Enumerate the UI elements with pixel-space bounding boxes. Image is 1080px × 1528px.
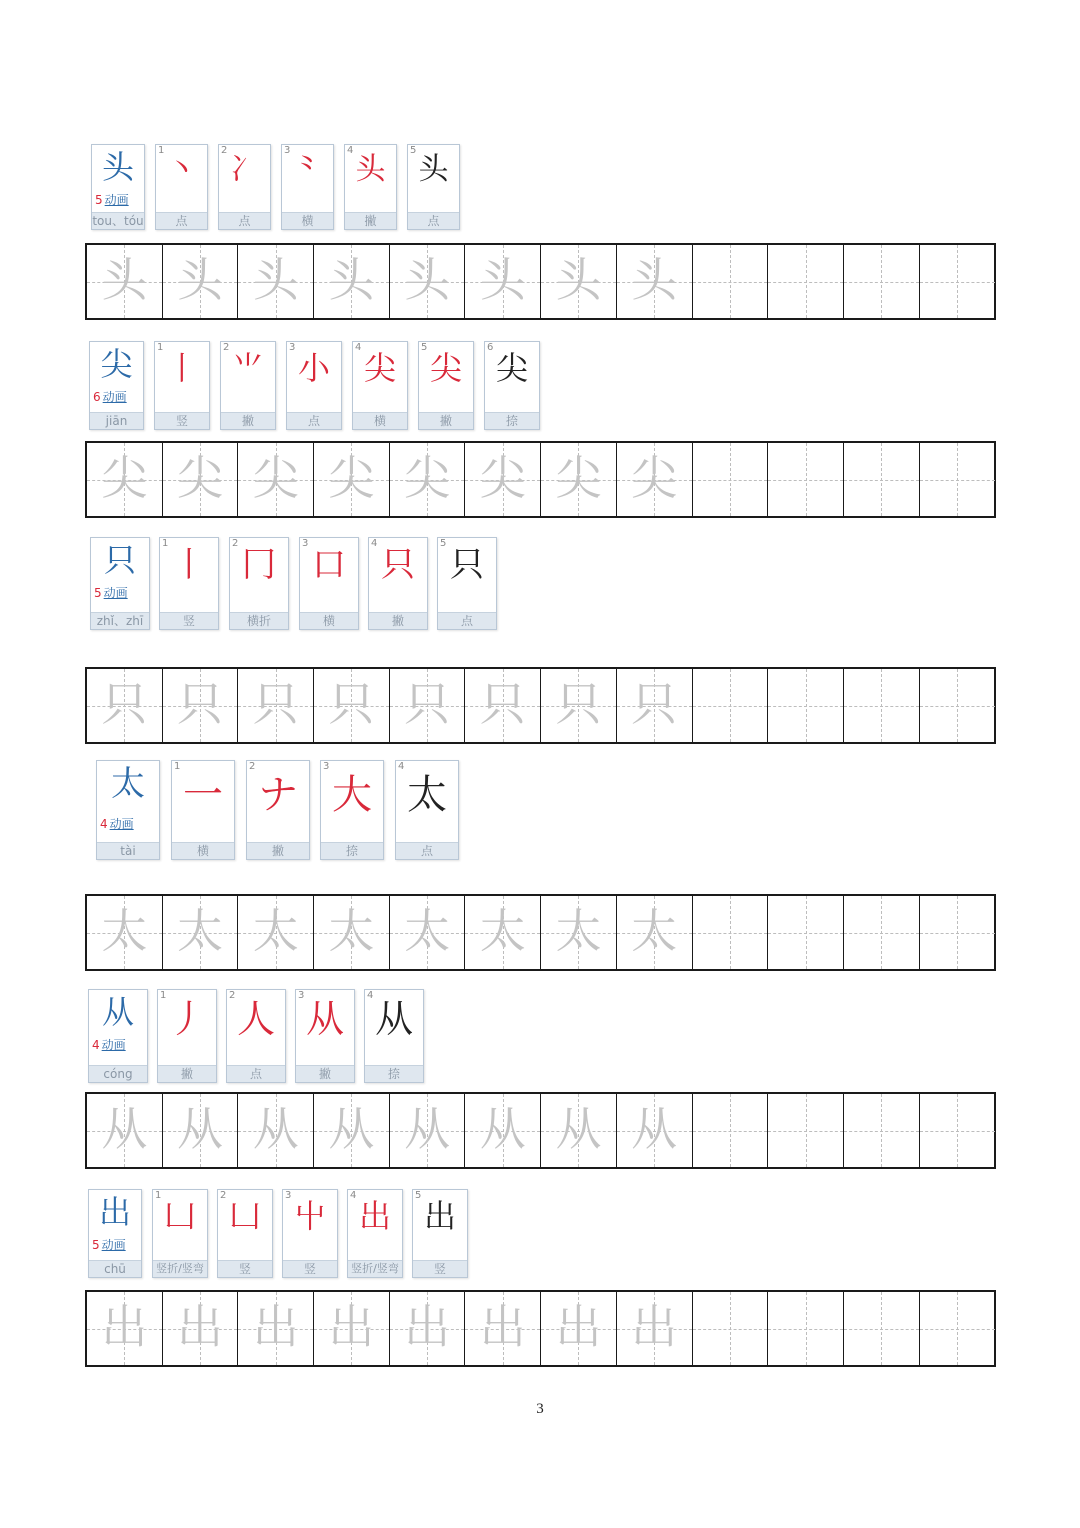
practice-grid-3 xyxy=(85,667,996,744)
main-character: 出 xyxy=(98,1193,131,1231)
practice-cell[interactable] xyxy=(87,443,163,516)
trace-character: 尖 xyxy=(101,451,148,505)
stroke-count xyxy=(94,584,128,601)
trace-character: 从 xyxy=(177,1102,224,1156)
stroke-step-glyph: 凵 xyxy=(228,1197,261,1235)
practice-cell[interactable] xyxy=(617,1292,693,1365)
practice-cell[interactable] xyxy=(617,1094,693,1167)
stroke-count xyxy=(95,191,129,208)
trace-character: 尖 xyxy=(479,451,526,505)
stroke-step-glyph: 冂 xyxy=(242,545,276,585)
trace-character: 只 xyxy=(555,677,602,731)
practice-cell[interactable] xyxy=(163,896,239,969)
practice-cell[interactable] xyxy=(238,1094,314,1167)
animation-link[interactable]: 动画 xyxy=(101,1238,126,1252)
stroke-step-glyph: 屮 xyxy=(293,1197,326,1235)
trace-character: 头 xyxy=(177,253,224,307)
trace-character: 只 xyxy=(177,677,224,731)
stroke-step-card xyxy=(286,341,342,430)
practice-cell[interactable] xyxy=(541,443,617,516)
trace-character: 从 xyxy=(252,1102,299,1156)
stroke-step-name: 横 xyxy=(282,212,333,229)
stroke-step-card xyxy=(282,1189,338,1278)
stroke-step-card xyxy=(352,341,408,430)
stroke-step-number: 3 xyxy=(298,990,305,1001)
stroke-step-card xyxy=(154,341,210,430)
practice-cell[interactable] xyxy=(920,245,996,318)
trace-character: 出 xyxy=(631,1300,678,1354)
stroke-step-card xyxy=(159,537,219,630)
stroke-step-number: 2 xyxy=(232,538,239,549)
stroke-step-glyph: ⺀ xyxy=(292,152,323,187)
stroke-count-number: 4 xyxy=(100,817,108,831)
animation-link[interactable]: 动画 xyxy=(102,390,127,404)
practice-cell[interactable] xyxy=(314,443,390,516)
practice-grid-5 xyxy=(85,1092,996,1169)
trace-character: 从 xyxy=(555,1102,602,1156)
trace-character: 从 xyxy=(328,1102,375,1156)
trace-character: 太 xyxy=(404,904,451,958)
practice-cell[interactable] xyxy=(314,896,390,969)
trace-character: 出 xyxy=(555,1300,602,1354)
animation-link[interactable]: 动画 xyxy=(103,586,128,600)
stroke-step-card xyxy=(407,144,460,230)
trace-character: 只 xyxy=(252,677,299,731)
practice-cell[interactable] xyxy=(314,1292,390,1365)
trace-character: 太 xyxy=(555,904,602,958)
practice-cell[interactable] xyxy=(465,669,541,742)
stroke-step-number: 3 xyxy=(289,342,296,353)
practice-cell[interactable] xyxy=(844,245,920,318)
stroke-step-card xyxy=(412,1189,468,1278)
stroke-step-name: 捺 xyxy=(485,412,539,429)
stroke-step-card xyxy=(218,144,271,230)
trace-character: 头 xyxy=(252,253,299,307)
practice-cell[interactable] xyxy=(920,443,996,516)
trace-character: 头 xyxy=(404,253,451,307)
stroke-step-name: 竖 xyxy=(413,1260,467,1277)
practice-cell[interactable] xyxy=(238,1292,314,1365)
stroke-step-glyph: 只 xyxy=(381,545,415,585)
stroke-count xyxy=(100,815,134,832)
trace-character: 从 xyxy=(101,1102,148,1156)
trace-character: 太 xyxy=(328,904,375,958)
trace-character: 出 xyxy=(101,1300,148,1354)
practice-cell[interactable] xyxy=(693,443,769,516)
stroke-step-glyph: 丶 xyxy=(166,152,197,187)
stroke-count xyxy=(93,388,127,405)
practice-grid-6 xyxy=(85,1290,996,1367)
practice-cell[interactable] xyxy=(768,896,844,969)
practice-cell[interactable] xyxy=(163,1094,239,1167)
practice-cell[interactable] xyxy=(87,1292,163,1365)
practice-cell[interactable] xyxy=(541,245,617,318)
stroke-step-card xyxy=(246,760,310,860)
stroke-step-glyph: 小 xyxy=(297,349,330,387)
stroke-step-name: 竖 xyxy=(160,612,218,629)
stroke-step-card xyxy=(344,144,397,230)
stroke-step-card xyxy=(484,341,540,430)
trace-character: 头 xyxy=(328,253,375,307)
stroke-step-card xyxy=(155,144,208,230)
trace-character: 头 xyxy=(479,253,526,307)
stroke-step-number: 2 xyxy=(221,145,228,156)
practice-cell[interactable] xyxy=(617,896,693,969)
trace-character: 出 xyxy=(328,1300,375,1354)
stroke-step-glyph: 从 xyxy=(374,997,413,1041)
practice-cell[interactable] xyxy=(920,669,996,742)
stroke-step-glyph: ⺌ xyxy=(231,349,264,387)
practice-cell[interactable] xyxy=(541,1094,617,1167)
stroke-step-glyph: 只 xyxy=(450,545,484,585)
practice-cell[interactable] xyxy=(768,245,844,318)
practice-cell[interactable] xyxy=(390,443,466,516)
stroke-step-name: 横 xyxy=(353,412,407,429)
stroke-count xyxy=(92,1036,126,1053)
stroke-step-number: 1 xyxy=(155,1190,162,1201)
animation-link[interactable]: 动画 xyxy=(109,817,134,831)
pinyin-label: jiān xyxy=(90,412,143,429)
stroke-step-name: 撇 xyxy=(296,1065,354,1082)
stroke-step-card xyxy=(220,341,276,430)
practice-cell[interactable] xyxy=(617,443,693,516)
practice-cell[interactable] xyxy=(87,669,163,742)
trace-character: 尖 xyxy=(252,451,299,505)
practice-cell[interactable] xyxy=(238,245,314,318)
practice-cell[interactable] xyxy=(844,1292,920,1365)
main-character-card[interactable] xyxy=(96,760,160,860)
trace-character: 尖 xyxy=(404,451,451,505)
stroke-count-number: 4 xyxy=(92,1038,100,1052)
stroke-step-card xyxy=(157,989,217,1083)
stroke-step-glyph: 尖 xyxy=(363,349,396,387)
main-character-card[interactable] xyxy=(91,144,145,230)
stroke-step-name: 撇 xyxy=(221,412,275,429)
stroke-step-card xyxy=(320,760,384,860)
stroke-step-glyph: 人 xyxy=(236,997,275,1041)
main-character: 太 xyxy=(111,764,145,804)
practice-cell[interactable] xyxy=(693,669,769,742)
stroke-step-number: 5 xyxy=(410,145,417,156)
stroke-step-glyph: 尖 xyxy=(429,349,462,387)
stroke-count-number: 5 xyxy=(95,193,103,207)
stroke-step-glyph: 从 xyxy=(305,997,344,1041)
stroke-step-name: 点 xyxy=(156,212,207,229)
practice-cell[interactable] xyxy=(541,669,617,742)
stroke-step-name: 撇 xyxy=(369,612,427,629)
stroke-step-number: 2 xyxy=(249,761,256,772)
stroke-step-card xyxy=(368,537,428,630)
stroke-step-number: 3 xyxy=(284,145,291,156)
stroke-step-name: 撇 xyxy=(247,842,309,859)
stroke-step-number: 5 xyxy=(440,538,447,549)
stroke-step-name: 横折 xyxy=(230,612,288,629)
trace-character: 出 xyxy=(479,1300,526,1354)
stroke-step-number: 1 xyxy=(158,145,165,156)
animation-link[interactable]: 动画 xyxy=(104,193,129,207)
stroke-count-number: 5 xyxy=(94,586,102,600)
main-character: 头 xyxy=(101,148,134,186)
stroke-step-name: 点 xyxy=(287,412,341,429)
practice-cell[interactable] xyxy=(768,1292,844,1365)
practice-cell[interactable] xyxy=(541,896,617,969)
stroke-step-card xyxy=(152,1189,208,1278)
practice-grid-2 xyxy=(85,441,996,518)
stroke-step-glyph: 尖 xyxy=(495,349,528,387)
stroke-step-name: 捺 xyxy=(321,842,383,859)
trace-character: 从 xyxy=(479,1102,526,1156)
practice-cell[interactable] xyxy=(844,896,920,969)
stroke-step-number: 4 xyxy=(355,342,362,353)
practice-cell[interactable] xyxy=(238,669,314,742)
pinyin-label: tài xyxy=(97,842,159,859)
practice-cell[interactable] xyxy=(465,443,541,516)
practice-cell[interactable] xyxy=(314,669,390,742)
trace-character: 太 xyxy=(252,904,299,958)
practice-cell[interactable] xyxy=(617,669,693,742)
stroke-step-name: 竖 xyxy=(218,1260,272,1277)
stroke-step-card xyxy=(281,144,334,230)
main-character: 从 xyxy=(101,993,134,1031)
stroke-step-number: 3 xyxy=(285,1190,292,1201)
stroke-step-number: 4 xyxy=(347,145,354,156)
stroke-step-card xyxy=(395,760,459,860)
main-character-card[interactable] xyxy=(90,537,150,630)
stroke-step-glyph: 头 xyxy=(355,152,386,187)
practice-cell[interactable] xyxy=(465,1292,541,1365)
stroke-step-number: 4 xyxy=(367,990,374,1001)
stroke-step-name: 捺 xyxy=(365,1065,423,1082)
practice-cell[interactable] xyxy=(920,1094,996,1167)
trace-character: 出 xyxy=(252,1300,299,1354)
stroke-step-number: 1 xyxy=(162,538,169,549)
trace-character: 尖 xyxy=(328,451,375,505)
trace-character: 太 xyxy=(101,904,148,958)
stroke-step-card xyxy=(171,760,235,860)
stroke-step-glyph: 丿 xyxy=(167,997,206,1041)
practice-cell[interactable] xyxy=(390,1292,466,1365)
trace-character: 头 xyxy=(101,253,148,307)
practice-cell[interactable] xyxy=(314,1094,390,1167)
stroke-step-number: 4 xyxy=(371,538,378,549)
practice-cell[interactable] xyxy=(390,896,466,969)
stroke-count xyxy=(92,1236,126,1253)
stroke-step-number: 5 xyxy=(415,1190,422,1201)
stroke-step-name: 撇 xyxy=(419,412,473,429)
stroke-step-card xyxy=(295,989,355,1083)
trace-character: 只 xyxy=(328,677,375,731)
main-character-card[interactable] xyxy=(88,989,148,1083)
stroke-step-name: 竖 xyxy=(155,412,209,429)
practice-cell[interactable] xyxy=(693,896,769,969)
practice-cell[interactable] xyxy=(390,1094,466,1167)
stroke-step-card xyxy=(217,1189,273,1278)
stroke-step-name: 点 xyxy=(408,212,459,229)
stroke-step-number: 4 xyxy=(350,1190,357,1201)
pinyin-label: cóng xyxy=(89,1065,147,1082)
stroke-step-card xyxy=(437,537,497,630)
stroke-step-name: 撇 xyxy=(345,212,396,229)
stroke-step-card xyxy=(226,989,286,1083)
stroke-step-number: 6 xyxy=(487,342,494,353)
practice-cell[interactable] xyxy=(844,1094,920,1167)
main-character: 只 xyxy=(103,541,136,579)
practice-cell[interactable] xyxy=(87,896,163,969)
stroke-step-name: 竖折/竖弯 xyxy=(348,1260,402,1277)
stroke-step-name: 撇 xyxy=(158,1065,216,1082)
pinyin-label: chū xyxy=(89,1260,141,1277)
pinyin-label: zhǐ、zhī xyxy=(91,612,149,629)
stroke-step-number: 2 xyxy=(229,990,236,1001)
trace-character: 太 xyxy=(479,904,526,958)
stroke-step-name: 点 xyxy=(396,842,458,859)
stroke-step-number: 2 xyxy=(220,1190,227,1201)
stroke-step-number: 3 xyxy=(302,538,309,549)
stroke-step-card xyxy=(418,341,474,430)
trace-character: 尖 xyxy=(555,451,602,505)
stroke-step-number: 1 xyxy=(160,990,167,1001)
stroke-step-glyph: 太 xyxy=(407,772,447,818)
stroke-step-card xyxy=(229,537,289,630)
trace-character: 出 xyxy=(177,1300,224,1354)
practice-cell[interactable] xyxy=(390,669,466,742)
practice-cell[interactable] xyxy=(541,1292,617,1365)
practice-cell[interactable] xyxy=(163,669,239,742)
practice-cell[interactable] xyxy=(844,669,920,742)
stroke-step-number: 5 xyxy=(421,342,428,353)
stroke-step-number: 2 xyxy=(223,342,230,353)
stroke-step-glyph: 出 xyxy=(423,1197,456,1235)
trace-character: 尖 xyxy=(631,451,678,505)
trace-character: 只 xyxy=(631,677,678,731)
practice-grid-4 xyxy=(85,894,996,971)
main-character: 尖 xyxy=(100,345,133,383)
practice-cell[interactable] xyxy=(87,245,163,318)
practice-cell[interactable] xyxy=(768,1094,844,1167)
practice-cell[interactable] xyxy=(920,896,996,969)
practice-cell[interactable] xyxy=(844,443,920,516)
stroke-step-name: 横 xyxy=(172,842,234,859)
page-number: 3 xyxy=(536,1401,544,1417)
trace-character: 只 xyxy=(404,677,451,731)
trace-character: 太 xyxy=(631,904,678,958)
stroke-step-card xyxy=(364,989,424,1083)
stroke-step-card xyxy=(299,537,359,630)
practice-cell[interactable] xyxy=(693,245,769,318)
stroke-step-number: 3 xyxy=(323,761,330,772)
stroke-step-name: 点 xyxy=(219,212,270,229)
trace-character: 出 xyxy=(404,1300,451,1354)
stroke-step-glyph: 大 xyxy=(332,772,372,818)
trace-character: 只 xyxy=(101,677,148,731)
stroke-step-name: 竖 xyxy=(283,1260,337,1277)
stroke-step-glyph: 丨 xyxy=(165,349,198,387)
practice-cell[interactable] xyxy=(465,245,541,318)
main-character-card[interactable] xyxy=(89,341,144,430)
trace-character: 尖 xyxy=(177,451,224,505)
stroke-step-glyph: 一 xyxy=(183,772,223,818)
stroke-step-name: 点 xyxy=(438,612,496,629)
stroke-step-glyph: 口 xyxy=(312,545,346,585)
trace-character: 从 xyxy=(631,1102,678,1156)
pinyin-label: tou、tóu xyxy=(92,214,144,228)
stroke-step-number: 1 xyxy=(157,342,164,353)
stroke-step-glyph: 凵 xyxy=(163,1197,196,1235)
stroke-step-glyph: 冫 xyxy=(229,152,260,187)
stroke-step-glyph: ナ xyxy=(258,772,298,818)
practice-cell[interactable] xyxy=(163,245,239,318)
trace-character: 只 xyxy=(479,677,526,731)
practice-cell[interactable] xyxy=(238,896,314,969)
practice-cell[interactable] xyxy=(920,1292,996,1365)
trace-character: 太 xyxy=(177,904,224,958)
animation-link[interactable]: 动画 xyxy=(101,1038,126,1052)
stroke-step-glyph: 出 xyxy=(358,1197,391,1235)
stroke-step-name: 横 xyxy=(300,612,358,629)
trace-character: 头 xyxy=(555,253,602,307)
main-character-card[interactable] xyxy=(88,1189,142,1278)
stroke-step-name: 点 xyxy=(227,1065,285,1082)
practice-cell[interactable] xyxy=(314,245,390,318)
stroke-step-number: 1 xyxy=(174,761,181,772)
practice-cell[interactable] xyxy=(617,245,693,318)
practice-cell[interactable] xyxy=(693,1292,769,1365)
stroke-count-number: 6 xyxy=(93,390,101,404)
practice-cell[interactable] xyxy=(693,1094,769,1167)
practice-cell[interactable] xyxy=(768,669,844,742)
stroke-step-glyph: 丨 xyxy=(172,545,206,585)
stroke-step-name: 竖折/竖弯 xyxy=(153,1260,207,1277)
practice-grid-1 xyxy=(85,243,996,320)
practice-cell[interactable] xyxy=(465,896,541,969)
practice-cell[interactable] xyxy=(238,443,314,516)
stroke-step-glyph: 头 xyxy=(418,152,449,187)
practice-cell[interactable] xyxy=(163,443,239,516)
practice-cell[interactable] xyxy=(87,1094,163,1167)
stroke-step-card xyxy=(347,1189,403,1278)
practice-cell[interactable] xyxy=(768,443,844,516)
stroke-count-number: 5 xyxy=(92,1238,100,1252)
stroke-step-number: 4 xyxy=(398,761,405,772)
trace-character: 头 xyxy=(631,253,678,307)
practice-cell[interactable] xyxy=(465,1094,541,1167)
trace-character: 从 xyxy=(404,1102,451,1156)
practice-cell[interactable] xyxy=(390,245,466,318)
practice-cell[interactable] xyxy=(163,1292,239,1365)
